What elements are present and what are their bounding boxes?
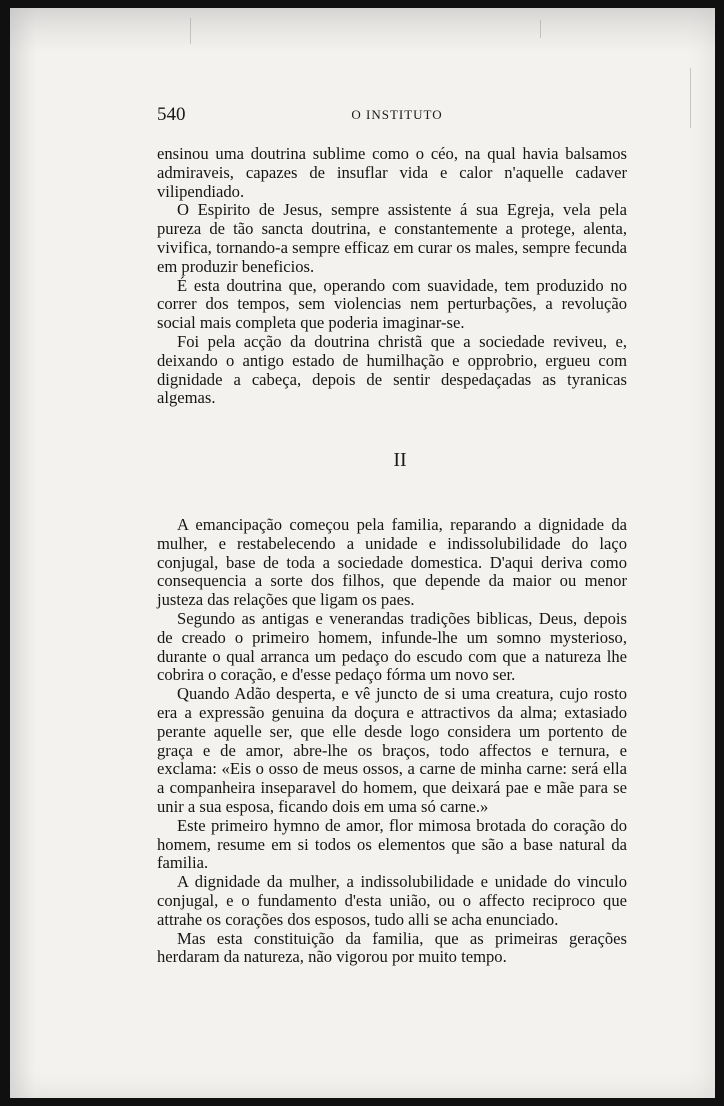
paragraph: Este primeiro hymno de amor, flor mimosa brotada do coração do homem, resume em si todos os elementos que são a base natural da familia. [157, 815, 627, 873]
paragraph: Foi pela acção da doutrina christã que a sociedade reviveu, e, deixando o antigo estado de humilhação e opprobrio, ergueu com dignidade a cabeça, depois de sentir despedaçadas as tyranicas algemas. [157, 331, 627, 408]
text-block-after-section [157, 516, 627, 967]
running-head [157, 104, 627, 126]
paragraph: É esta doutrina que, operando com suavidade, tem produzido no correr dos tempos, sem violencias nem perturbações, a revolução social mais completa que poderia imaginar-se. [157, 275, 627, 333]
section-heading: II [393, 449, 407, 471]
paragraph: ensinou uma doutrina sublime como o céo, na qual havia balsamos admiraveis, capazes de insuflar vida e calor n'aquelle cadaver vilipendiado. [157, 144, 627, 201]
paragraph: Segundo as antigas e venerandas tradições biblicas, Deus, depois de creado o primeiro homem, infunde-lhe um somno mysterioso, durante o qual arranca um pedaço do escudo com que a natureza lhe cobrira o coração, e d'esse pedaço fórma um novo ser. [157, 608, 627, 685]
paragraph: Quando Adão desperta, e vê juncto de si uma creatura, cujo rosto era a expressão genuina da doçura e attractivos da alma; extasiado perante aquelle ser, que elle desde logo considera um portento de graça e de amor, abre-lhe os braços, todo affectos e ternura, e exclama: «Eis o osso de meus ossos, a carne de minha carne: será ella a companheira inseparavel do homem, que deixará pae e mãe para se unir a sua esposa, ficando dois em uma só carne.» [157, 684, 627, 816]
paragraph: Mas esta constituição da familia, que as primeiras gerações herdaram da natureza, não vigorou por muito tempo. [157, 928, 627, 967]
journal-title: O INSTITUTO [351, 107, 443, 122]
paragraph: A emancipação começou pela familia, reparando a dignidade da mulher, e restabelecendo a unidade e indissolubilidade do laço conjugal, base de toda a sociedade domestica. D'aqui deriva como consequencia a sorte dos filhos, que depende da maior ou menor justeza das relações que ligam os paes. [157, 515, 627, 610]
page-number: 540 [157, 104, 186, 125]
paragraph: O Espirito de Jesus, sempre assistente á sua Egreja, vela pela pureza de tão sancta doutrina, e constantemente a protege, alenta, vivifica, tornando-a sempre efficaz em curar os males, sempre fecunda em produzir beneficios. [157, 200, 627, 276]
paragraph: A dignidade da mulher, a indissolubilidade e unidade do vinculo conjugal, e o fundamento d'esta união, ou o affecto reciproco que attrahe os corações dos esposos, tudo alli se acha enunciado. [157, 872, 627, 929]
text-block-before-section [157, 145, 627, 408]
